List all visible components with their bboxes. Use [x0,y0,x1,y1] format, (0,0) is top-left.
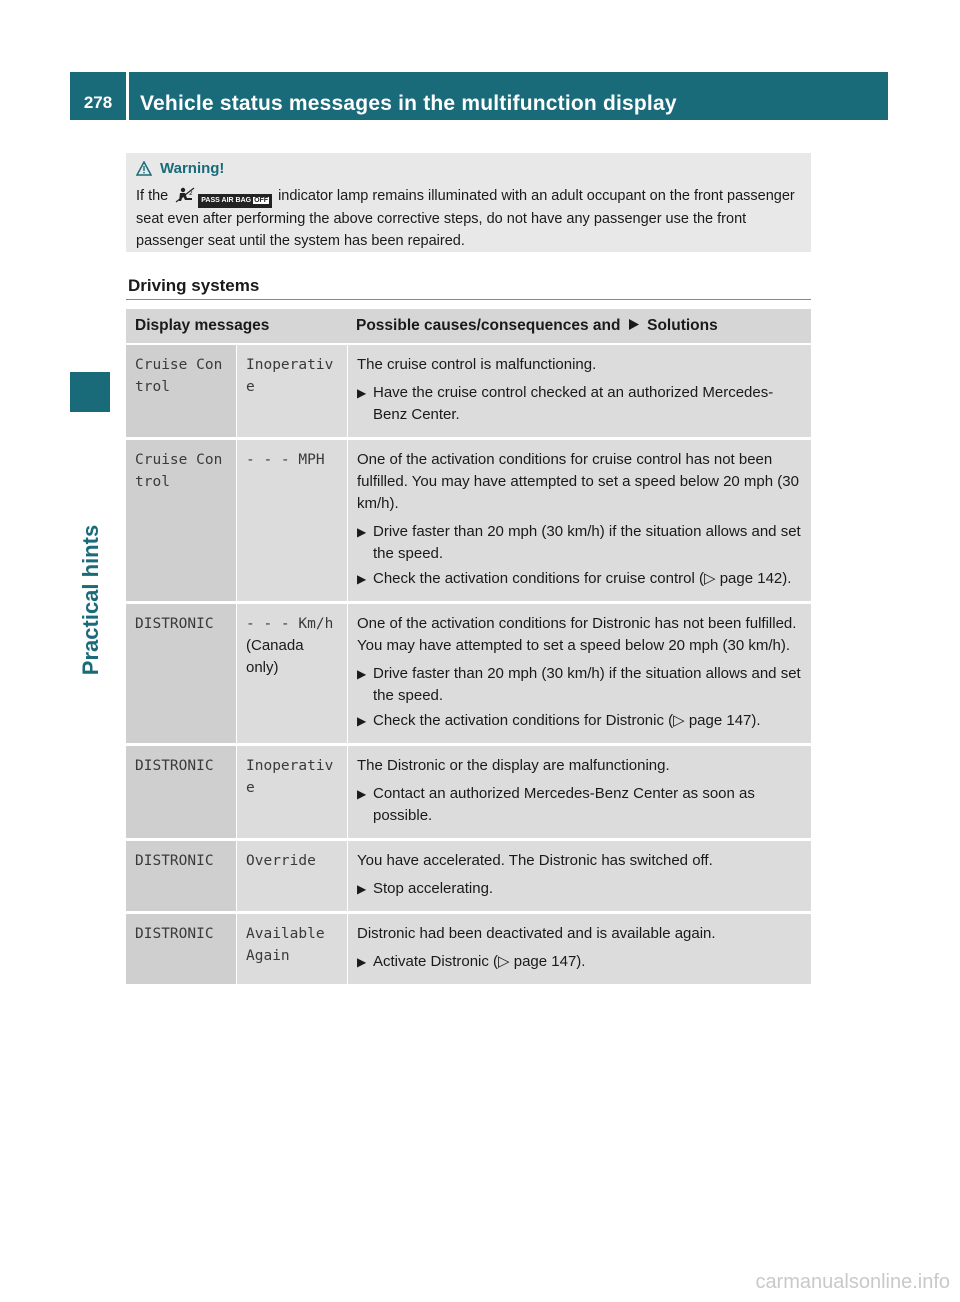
step-text: Check the activation conditions for cruise control (▷ page 142). [373,570,792,587]
message-line-2: Available Again [246,926,325,964]
page-number: 278 [83,93,113,112]
step-arrow-icon: ▶ [357,386,367,400]
solutions-arrow-icon [628,318,640,331]
solution-step [357,783,805,827]
warning-triangle-icon [136,161,152,176]
message-line-1: Cruise Control [135,452,223,490]
step-arrow-icon: ▶ [357,955,367,969]
warning-text [136,185,808,252]
table-row [126,604,811,746]
airbag-indicator-state: OFF [254,197,269,204]
message-line-1-cell [126,841,236,914]
message-line-2: Override [246,853,316,869]
step-text: Drive faster than 20 mph (30 km/h) if the situation allows and set the speed. [373,665,801,704]
step-text: Stop accelerating. [373,880,494,897]
cause-solution-cell [347,841,811,914]
message-line-1-cell [126,914,236,987]
solution-step [357,951,805,973]
message-line-2: Inoperative [246,758,334,796]
watermark-text: carmanualsonline.info [755,1271,950,1293]
message-line-1: DISTRONIC [135,758,214,774]
solution-step [357,521,805,565]
step-text: Activate Distronic (▷ page 147). [373,953,586,970]
solution-step [357,663,805,707]
solution-step [357,568,805,590]
message-line-2: - - - MPH [246,452,325,468]
page-header [70,72,888,120]
solution-step [357,878,805,900]
section-divider [126,299,811,300]
sidebar-chapter-text: Practical hints [78,524,103,676]
cause-text: Distronic had been deactivated and is available again. [357,925,716,942]
warning-text-rest: indicator lamp remains illuminated with an adult occupant on the front passenger seat even after performing the above corrective steps, do not have any passenger use the front passenger seat until the system has been repaired. [136,188,795,249]
cause-solution-cell [347,440,811,604]
solution-step [357,710,805,732]
cause-solution-cell [347,914,811,987]
message-line-1-cell [126,604,236,746]
airbag-indicator-label: PASS AIR BAG [201,197,252,204]
cause-text: One of the activation conditions for cruise control has not been fulfilled. You may have attempted to set a speed below 20 mph (30 km/h). [357,451,799,512]
step-text: Have the cruise control checked at an authorized Mercedes-Benz Center. [373,384,774,423]
cause-text: The Distronic or the display are malfunctioning. [357,757,670,774]
step-arrow-icon: ▶ [357,882,367,896]
cause-solution-cell [347,746,811,841]
warning-box [126,153,811,252]
step-arrow-icon: ▶ [357,667,367,681]
message-line-1: Cruise Control [135,357,223,395]
message-line-1-cell [126,345,236,440]
svg-text:2: 2 [189,190,194,197]
solution-step [357,382,805,426]
message-line-2: - - - Km/h [246,616,334,632]
table-row [126,841,811,914]
step-text: Drive faster than 20 mph (30 km/h) if the situation allows and set the speed. [373,523,801,562]
warning-text-start: If the [136,188,169,204]
message-line-2-cell [236,604,347,746]
warning-heading [136,160,224,177]
header-display-messages: Display messages [126,309,347,345]
step-arrow-icon: ▶ [357,525,367,539]
header-solutions-text: Solutions [647,317,718,334]
message-line-2-cell [236,345,347,440]
step-arrow-icon: ▶ [357,787,367,801]
cause-text: The cruise control is malfunctioning. [357,356,597,373]
table-header-row [126,309,811,345]
table-row [126,746,811,841]
cause-solution-cell [347,604,811,746]
passenger-seat-icon [174,187,196,203]
message-line-1: DISTRONIC [135,853,214,869]
step-text: Check the activation conditions for Distronic (▷ page 147). [373,712,761,729]
cause-text: One of the activation conditions for Distronic has not been fulfilled. You may have attempted to set a speed below 20 mph (30 km/h). [357,615,797,654]
header-divider [126,72,129,120]
message-line-2-cell [236,841,347,914]
message-note: (Canada only) [246,637,304,676]
message-line-2-cell [236,914,347,987]
message-line-2-cell [236,440,347,604]
message-line-2-cell [236,746,347,841]
section-tab-marker [70,372,110,412]
step-arrow-icon: ▶ [357,572,367,586]
airbag-off-indicator-icon [198,194,272,208]
cause-solution-cell [347,345,811,440]
page-title: Vehicle status messages in the multifunction display [140,92,677,115]
table-row [126,914,811,987]
table-row [126,440,811,604]
messages-table [126,309,811,987]
header-causes-solutions [347,309,811,345]
header-causes-text: Possible causes/consequences and [356,317,621,334]
step-text: Contact an authorized Mercedes-Benz Center as soon as possible. [373,785,755,824]
message-line-1-cell [126,746,236,841]
warning-heading-text: Warning! [160,160,225,177]
message-line-1-cell [126,440,236,604]
message-line-1: DISTRONIC [135,926,214,942]
message-line-1: DISTRONIC [135,616,214,632]
message-line-2: Inoperative [246,357,334,395]
step-arrow-icon: ▶ [357,714,367,728]
cause-text: You have accelerated. The Distronic has switched off. [357,852,713,869]
section-title: Driving systems [128,276,260,295]
table-row [126,345,811,440]
